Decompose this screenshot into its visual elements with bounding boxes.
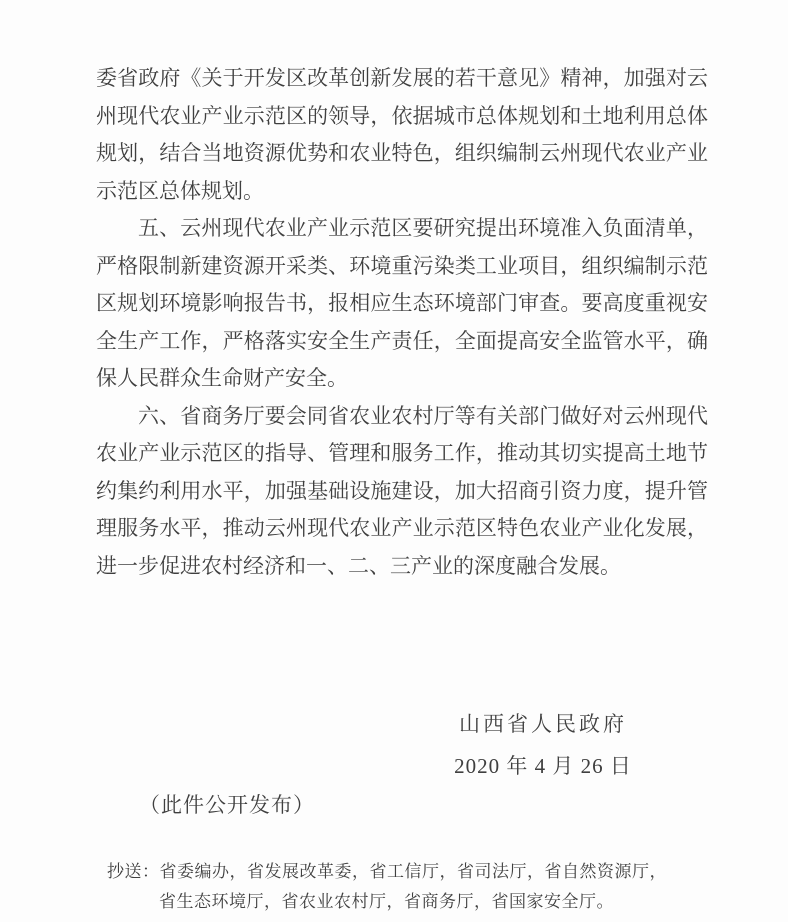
paragraph-item-5: 五、云州现代农业产业示范区要研究提出环境准入负面清单，严格限制新建资源开采类、环境重污染类工业项目，组织编制示范区规划环境影响报告书，报相应生态环境部门审查。要高度重视安全生产工作，严格落实安全生产责任，全面提高安全监管水平，确保人民群众生命财产安全。 bbox=[96, 216, 708, 390]
cc-block bbox=[107, 857, 667, 917]
cc-line-2-text: 省生态环境厅，省农业农村厅，省商务厅，省国家安全厅。 bbox=[159, 892, 614, 911]
cc-line-1-text: 省委编办，省发展改革委，省工信厅，省司法厅，省自然资源厅， bbox=[159, 862, 667, 881]
cc-line-1 bbox=[107, 857, 667, 887]
release-note: （此件公开发布） bbox=[139, 793, 315, 817]
cc-label: 抄送： bbox=[107, 862, 160, 881]
signature-block bbox=[441, 703, 645, 787]
paragraph-item-6: 六、省商务厅要会同省农业农村厅等有关部门做好对云州现代农业产业示范区的指导、管理和服务工作，推动其切实提高土地节约集约利用水平，加强基础设施建设，加大招商引资力度，提升管理服务水平，推动云州现代农业产业示范区特色农业产业化发展，进一步促进农村经济和一、二、三产业的深度融合发展。 bbox=[96, 403, 708, 578]
issue-date: 2020 年 4 月 26 日 bbox=[454, 754, 632, 778]
paragraph-continuation: 委省政府《关于开发区改革创新发展的若干意见》精神，加强对云州现代农业产业示范区的领导，依据城市总体规划和土地利用总体规划，结合当地资源优势和农业特色，组织编制云州现代农业产业示范区总体规划。 bbox=[96, 66, 708, 203]
issuer-name: 山西省人民政府 bbox=[459, 712, 627, 736]
cc-line-2 bbox=[107, 887, 667, 917]
document-body bbox=[96, 60, 708, 585]
